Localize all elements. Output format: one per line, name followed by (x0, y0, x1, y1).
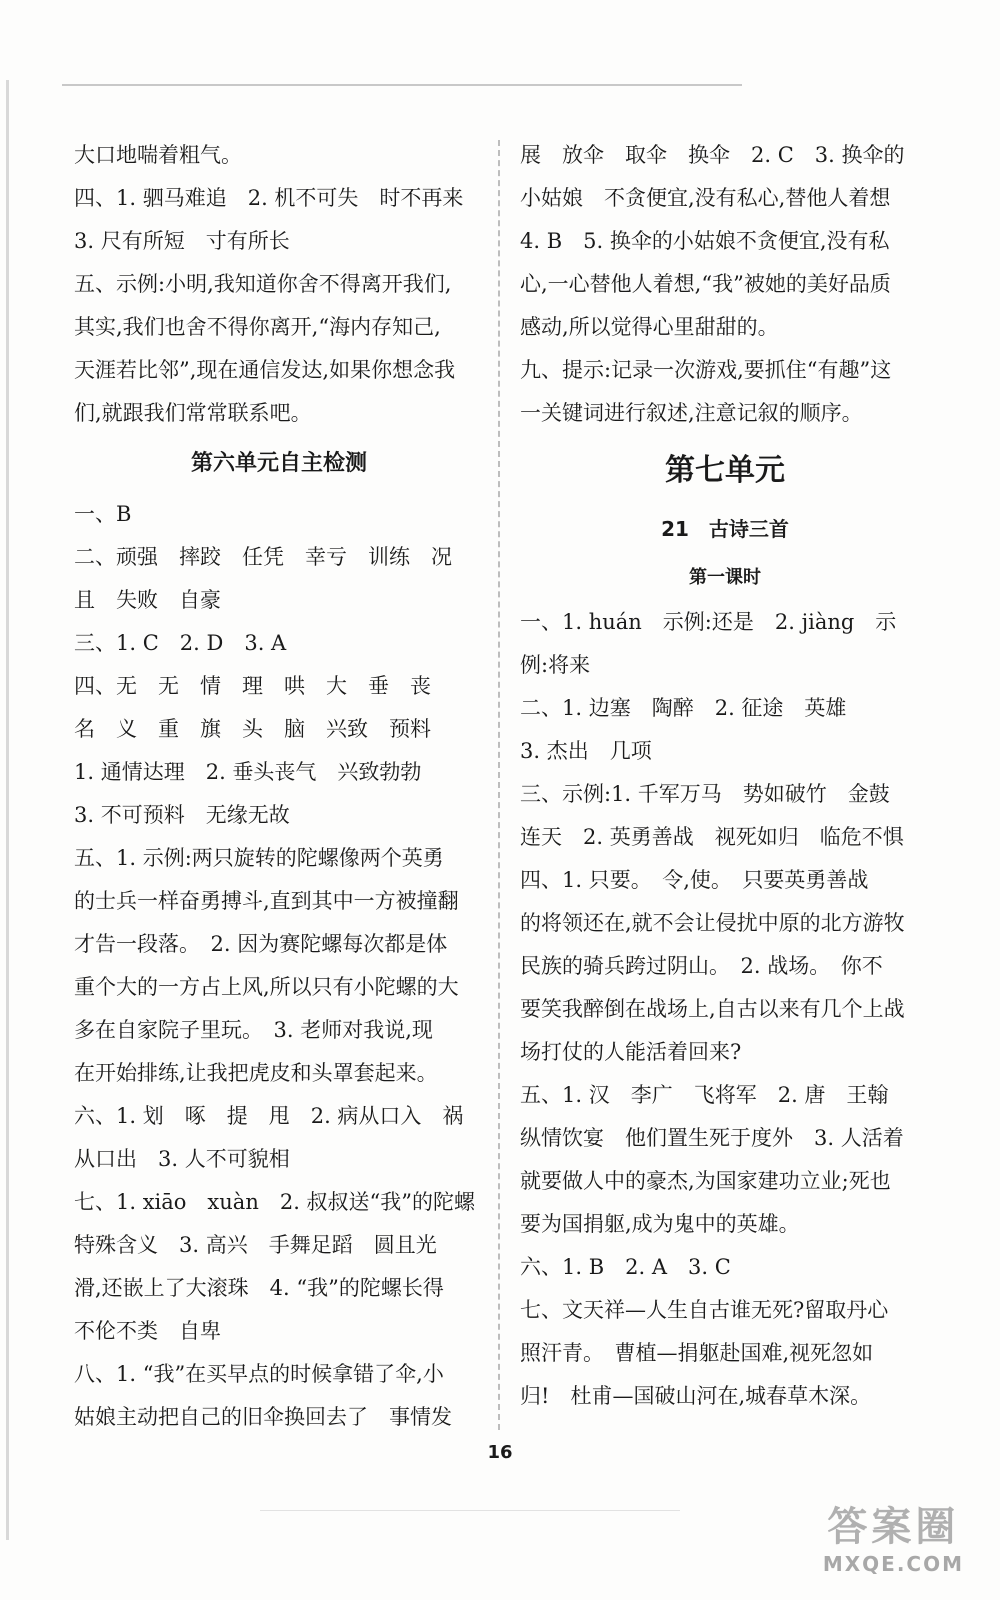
lesson-heading: 21 古诗三首 (661, 517, 789, 541)
text-line: 一关键词进行叙述,注意记叙的顺序。 (520, 401, 863, 425)
text-line: 照汗青。 曹植—捐躯赴国难,视死忽如 (520, 1341, 874, 1365)
text-line: 要笑我醉倒在战场上,自古以来有几个上战 (520, 997, 905, 1021)
text-line: 3. 不可预料 无缘无故 (74, 803, 290, 827)
text-line: 们,就跟我们常常联系吧。 (74, 401, 312, 425)
text-line: 4. B 5. 换伞的小姑娘不贪便宜,没有私 (520, 229, 890, 253)
text-line: 其实,我们也舍不得你离开,“海内存知己, (74, 315, 441, 339)
text-line: 要为国捐躯,成为鬼中的英雄。 (520, 1212, 800, 1236)
text-line: 不伦不类 自卑 (74, 1319, 221, 1343)
text-line: 在开始排练,让我把虎皮和头罩套起来。 (74, 1061, 438, 1085)
period-heading: 第一课时 (689, 567, 761, 588)
text-line: 例:将来 (520, 653, 591, 677)
text-line: 民族的骑兵跨过阴山。 2. 战场。 你不 (520, 954, 883, 978)
watermark (823, 1495, 964, 1576)
text-line: 四、1. 驷马难追 2. 机不可失 时不再来 (74, 186, 464, 210)
text-line: 且 失败 自豪 (74, 588, 221, 612)
text-line: 三、示例:1. 千军万马 势如破竹 金鼓 (520, 782, 890, 806)
text-line: 重个大的一方占上风,所以只有小陀螺的大 (74, 975, 459, 999)
text-line: 三、1. C 2. D 3. A (74, 631, 287, 655)
unit-heading: 第七单元 (665, 453, 785, 488)
text-line: 五、1. 示例:两只旋转的陀螺像两个英勇 (74, 846, 444, 870)
text-line: 感动,所以觉得心里甜甜的。 (520, 315, 779, 339)
text-line: 一、1. huán 示例:还是 2. jiàng 示 (520, 610, 897, 634)
text-line: 六、1. 划 啄 提 甩 2. 病从口入 祸 (74, 1104, 464, 1128)
watermark-logo: 答案圈 (827, 1504, 960, 1550)
text-line: 天涯若比邻”,现在通信发达,如果你想念我 (74, 358, 456, 382)
text-line: 二、1. 边塞 陶醉 2. 征途 英雄 (520, 696, 847, 720)
text-line: 特殊含义 3. 高兴 手舞足蹈 圆且光 (74, 1233, 437, 1257)
text-line: 一、B (74, 502, 132, 526)
text-line: 小姑娘 不贪便宜,没有私心,替他人着想 (520, 186, 891, 210)
top-rule (62, 84, 742, 86)
text-line: 四、无 无 情 理 哄 大 垂 丧 (74, 674, 431, 698)
page-edge-shadow (6, 80, 9, 1540)
text-line: 七、1. xiāo xuàn 2. 叔叔送“我”的陀螺 (74, 1190, 476, 1214)
text-line: 从口出 3. 人不可貌相 (74, 1147, 290, 1171)
text-line: 名 义 重 旗 头 脑 兴致 预料 (74, 717, 431, 741)
text-line: 二、顽强 摔跤 任凭 幸亏 训练 况 (74, 545, 452, 569)
text-line: 归! 杜甫—国破山河在,城春草木深。 (520, 1384, 872, 1408)
bottom-rule (260, 1510, 680, 1511)
text-line: 多在自家院子里玩。 3. 老师对我说,现 (74, 1018, 433, 1042)
text-line: 场打仗的人能活着回来? (520, 1040, 742, 1064)
text-line: 的士兵一样奋勇搏斗,直到其中一方被撞翻 (74, 889, 459, 913)
text-line: 五、示例:小明,我知道你舍不得离开我们, (74, 272, 452, 296)
watermark-url: MXQE.COM (822, 1552, 964, 1576)
text-line: 纵情饮宴 他们置生死于度外 3. 人活着 (520, 1126, 904, 1150)
text-line: 连天 2. 英勇善战 视死如归 临危不惧 (520, 825, 904, 849)
text-line: 的将领还在,就不会让侵扰中原的北方游牧 (520, 911, 905, 935)
page-number: 16 (487, 1442, 513, 1463)
text-line: 姑娘主动把自己的旧伞换回去了 事情发 (74, 1405, 452, 1429)
text-line: 八、1. “我”在买早点的时候拿错了伞,小 (74, 1362, 444, 1386)
text-line: 九、提示:记录一次游戏,要抓住“有趣”这 (520, 358, 892, 382)
text-line: 滑,还嵌上了大滚珠 4. “我”的陀螺长得 (74, 1276, 444, 1300)
text-line: 六、1. B 2. A 3. C (520, 1255, 731, 1279)
text-line: 心,一心替他人着想,“我”被她的美好品质 (520, 272, 891, 296)
text-line: 大口地喘着粗气。 (74, 143, 242, 167)
text-line: 七、文天祥—人生自古谁无死?留取丹心 (520, 1298, 889, 1322)
column-divider (498, 140, 500, 1430)
text-line: 就要做人中的豪杰,为国家建功立业;死也 (520, 1169, 891, 1193)
text-line: 四、1. 只要。 令,使。 只要英勇善战 (520, 868, 869, 892)
text-line: 1. 通情达理 2. 垂头丧气 兴致勃勃 (74, 760, 422, 784)
text-line: 展 放伞 取伞 换伞 2. C 3. 换伞的 (520, 143, 905, 167)
text-line: 3. 尺有所短 寸有所长 (74, 229, 290, 253)
right-column (520, 134, 930, 1418)
left-column (74, 134, 484, 1439)
text-line: 五、1. 汉 李广 飞将军 2. 唐 王翰 (520, 1083, 889, 1107)
text-line: 3. 杰出 几项 (520, 739, 652, 763)
section-heading: 第六单元自主检测 (190, 451, 367, 476)
text-line: 才告一段落。 2. 因为赛陀螺每次都是体 (74, 932, 448, 956)
